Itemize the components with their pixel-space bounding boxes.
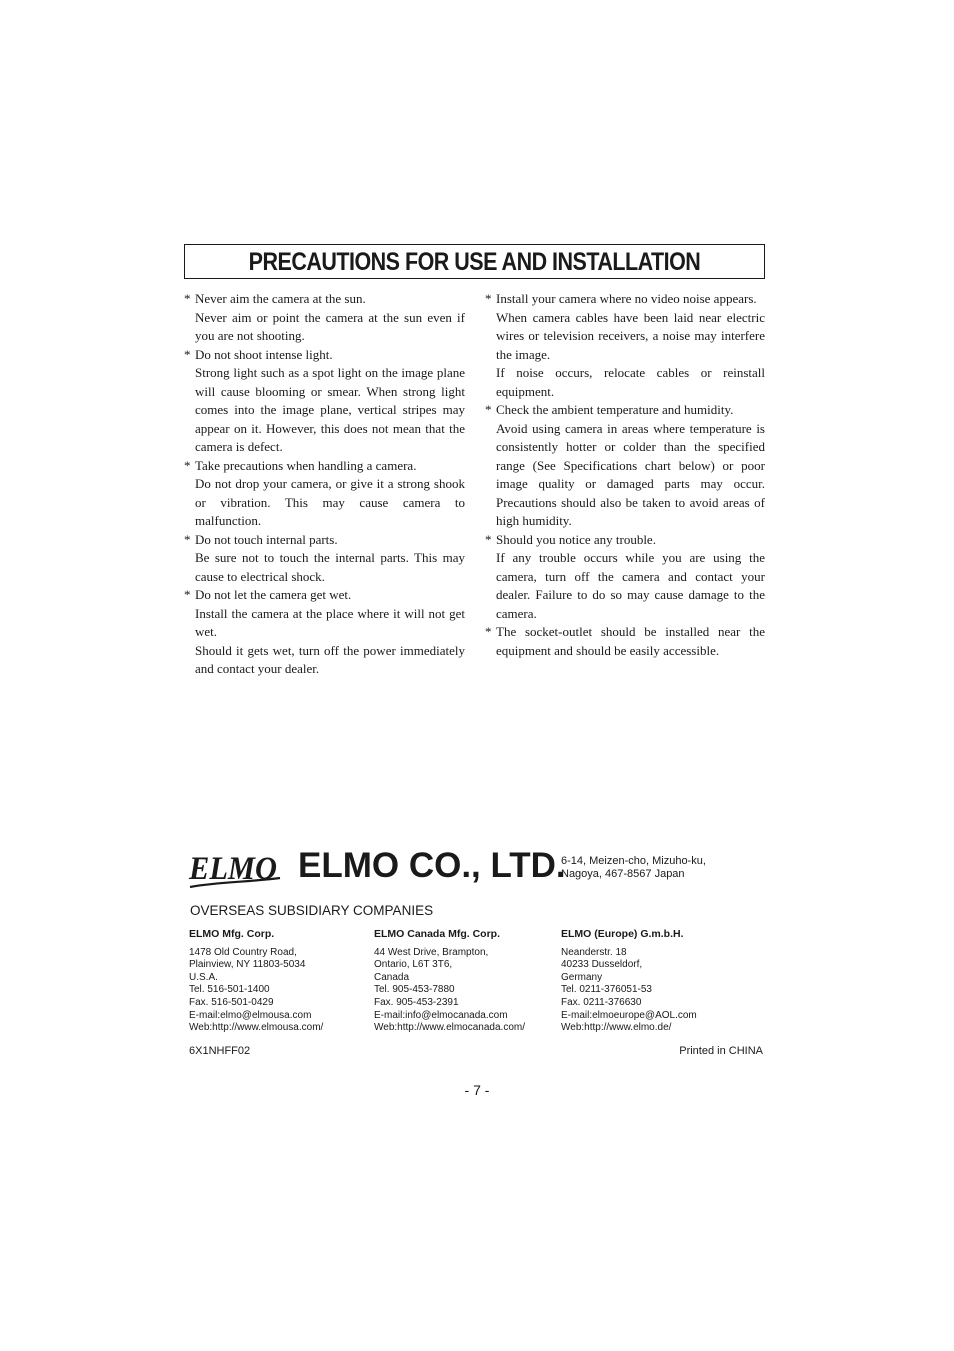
subsidiary-line: Fax. 905-453-2391 bbox=[374, 996, 459, 1008]
subsidiary-line: E-mail:elmo@elmousa.com bbox=[189, 1009, 312, 1021]
page-title: PRECAUTIONS FOR USE AND INSTALLATION bbox=[248, 248, 701, 276]
precaution-heading: Should you notice any trouble. bbox=[496, 531, 656, 547]
precaution-text: When camera cables have been laid near electric wires or television receivers, a noise may interfere the image. bbox=[496, 309, 765, 362]
subsidiary-line: E-mail:info@elmocanada.com bbox=[374, 1009, 508, 1021]
logo-wordmark: ELMO bbox=[188, 851, 277, 887]
title-box bbox=[184, 244, 765, 279]
precaution-item bbox=[485, 623, 765, 660]
precaution-item bbox=[184, 586, 465, 679]
precaution-item bbox=[184, 346, 465, 457]
bullet-star: * bbox=[184, 531, 191, 547]
precaution-heading: Install your camera where no video noise appears. bbox=[496, 291, 757, 306]
precaution-item bbox=[184, 457, 465, 531]
bullet-star: * bbox=[485, 531, 492, 547]
bullet-star: * bbox=[184, 346, 191, 362]
precaution-text: Strong light such as a spot light on the image plane will cause blooming or smear. When strong light comes into the image plane, vertical stripes may appear on it. However, this does not mean that the camera is defect. bbox=[195, 365, 465, 454]
subsidiary-line: 40233 Dusseldorf, bbox=[561, 959, 643, 971]
subsidiary-name: ELMO Mfg. Corp. bbox=[189, 928, 275, 940]
subsidiary-line: Neanderstr. 18 bbox=[561, 946, 627, 958]
subsidiary-line: Tel. 516-501-1400 bbox=[189, 984, 270, 996]
address-line: Nagoya, 467-8567 Japan bbox=[561, 868, 685, 880]
subsidiary-line: Web:http://www.elmousa.com/ bbox=[189, 1022, 324, 1034]
subsidiary-line: Canada bbox=[374, 971, 410, 983]
bullet-star: * bbox=[184, 291, 191, 306]
bullet-star: * bbox=[485, 624, 492, 639]
bullet-star: * bbox=[184, 587, 191, 602]
subsidiary-line: Tel. 0211-376051-53 bbox=[561, 984, 652, 996]
precaution-text: If noise occurs, relocate cables or reinstall equipment. bbox=[496, 365, 765, 399]
precaution-item bbox=[485, 401, 765, 531]
bullet-star: * bbox=[485, 402, 492, 417]
document-code: 6X1NHFF02 bbox=[189, 1045, 251, 1057]
subsidiary-line: Ontario, L6T 3T6, bbox=[374, 959, 453, 971]
company-name: ELMO CO., LTD. bbox=[298, 846, 566, 885]
precaution-text: Do not drop your camera, or give it a strong shook or vibration. This may cause camera to malfunction. bbox=[195, 476, 465, 528]
subsidiary-line: Web:http://www.elmo.de/ bbox=[561, 1022, 672, 1034]
subsidiary-line: Fax. 0211-376630 bbox=[561, 996, 642, 1008]
elmo-logo bbox=[186, 849, 282, 889]
bullet-star: * bbox=[485, 291, 492, 306]
precaution-heading: Take precautions when handling a camera. bbox=[195, 457, 417, 473]
subsidiary-line: Germany bbox=[561, 971, 603, 983]
subsidiary-line: 44 West Drive, Brampton, bbox=[374, 946, 489, 958]
overseas-heading: OVERSEAS SUBSIDIARY COMPANIES bbox=[190, 903, 434, 918]
precaution-heading: Never aim the camera at the sun. bbox=[195, 291, 366, 306]
precaution-text: Install the camera at the place where it will not get wet. bbox=[195, 605, 465, 639]
subsidiary-line: Fax. 516-501-0429 bbox=[189, 996, 274, 1008]
precaution-heading: Check the ambient temperature and humidity. bbox=[496, 402, 734, 417]
precaution-text: Never aim or point the camera at the sun even if you are not shooting. bbox=[195, 309, 465, 343]
address-line: 6-14, Meizen-cho, Mizuho-ku, bbox=[561, 855, 706, 867]
subsidiary-line: Web:http://www.elmocanada.com/ bbox=[374, 1022, 525, 1034]
subsidiary-line: U.S.A. bbox=[189, 971, 218, 983]
precaution-item bbox=[184, 290, 465, 346]
precaution-text: If any trouble occurs while you are using the camera, turn off the camera and contact your dealer. Failure to do so may cause damage to the camera. bbox=[496, 550, 765, 621]
precaution-heading: Do not touch internal parts. bbox=[195, 531, 338, 547]
subsidiary-europe bbox=[561, 928, 697, 1035]
subsidiary-canada bbox=[374, 928, 525, 1035]
precaution-item bbox=[485, 531, 765, 624]
page-number: - 7 - bbox=[464, 1082, 490, 1098]
subsidiary-line: 1478 Old Country Road, bbox=[189, 946, 297, 958]
printed-in: Printed in CHINA bbox=[679, 1045, 763, 1057]
precaution-text: Be sure not to touch the internal parts. This may cause to electrical shock. bbox=[195, 550, 465, 584]
precaution-heading: Do not let the camera get wet. bbox=[195, 587, 352, 602]
subsidiary-usa bbox=[189, 928, 323, 1035]
bullet-star: * bbox=[184, 457, 191, 473]
precaution-text: Should it gets wet, turn off the power immediately and contact your dealer. bbox=[195, 642, 465, 676]
precaution-heading: Do not shoot intense light. bbox=[195, 346, 333, 362]
precautions-left-column bbox=[184, 290, 465, 679]
precaution-item bbox=[184, 531, 465, 587]
precaution-item bbox=[485, 290, 765, 401]
precaution-heading: The socket-outlet should be installed near the equipment and should be easily accessible. bbox=[496, 624, 765, 658]
subsidiary-line: E-mail:elmoeurope@AOL.com bbox=[561, 1009, 697, 1021]
subsidiary-line: Plainview, NY 11803-5034 bbox=[189, 959, 306, 971]
headquarters-address bbox=[561, 855, 706, 881]
subsidiary-line: Tel. 905-453-7880 bbox=[374, 984, 455, 996]
precautions-right-column bbox=[485, 290, 765, 660]
subsidiary-name: ELMO (Europe) G.m.b.H. bbox=[561, 928, 684, 940]
subsidiary-name: ELMO Canada Mfg. Corp. bbox=[374, 928, 500, 940]
precaution-text: Avoid using camera in areas where temperature is consistently hotter or colder than the specified range (See Specifications chart below) or poor image quality or damaged parts may occur. Precautions should also be taken to avoid areas of high humidity. bbox=[496, 420, 765, 528]
